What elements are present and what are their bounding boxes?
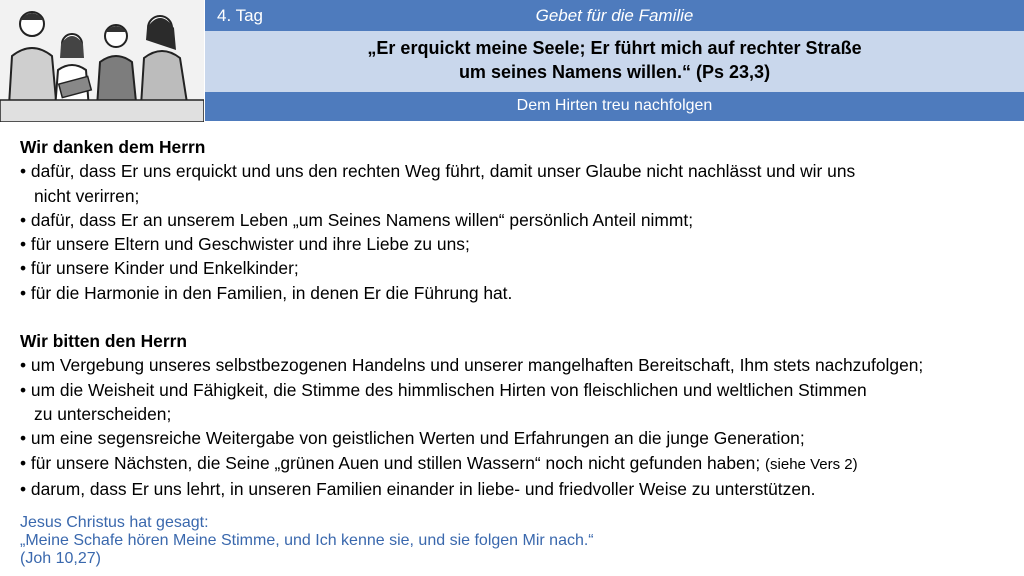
thanks-item: • dafür, dass Er uns erquickt und uns den rechten Weg führt, damit unser Glaube nicht nachlässt und wir uns	[20, 161, 856, 182]
topic-title: Gebet für die Familie	[535, 6, 694, 25]
header-bar	[205, 0, 1024, 31]
family-praying-icon	[0, 0, 204, 122]
thanks-item: • für unsere Kinder und Enkelkinder;	[20, 258, 299, 279]
request-item-continuation: zu unterscheiden;	[34, 403, 172, 424]
request-item: • um die Weisheit und Fähigkeit, die Stimme des himmlischen Hirten von fleischlichen und weltlichen Stimmen	[20, 379, 867, 400]
quote-text: „Meine Schafe hören Meine Stimme, und Ich kenne sie, und sie folgen Mir nach.“	[20, 532, 594, 549]
family-illustration	[0, 0, 204, 122]
thanks-heading: Wir danken dem Herrn	[20, 137, 206, 157]
quote-reference: (Joh 10,27)	[20, 550, 101, 567]
thanks-item: • dafür, dass Er an unserem Leben „um Seines Namens willen“ persönlich Anteil nimmt;	[20, 209, 694, 230]
thanks-item-continuation: nicht verirren;	[34, 185, 140, 206]
verse-box	[205, 31, 1024, 92]
requests-heading: Wir bitten den Herrn	[20, 331, 187, 352]
prayer-content	[20, 135, 1010, 501]
day-label: 4. Tag	[217, 6, 264, 25]
verse-reference: (siehe Vers 2)	[765, 455, 858, 473]
request-item: • um Vergebung unseres selbstbezogenen Handelns und unserer mangelhaften Bereitschaft, Ihm stets nachzufolgen;	[20, 355, 924, 376]
subtitle-bar	[205, 92, 1024, 121]
quote-intro: Jesus Christus hat gesagt:	[20, 514, 209, 531]
thanks-item: • für unsere Eltern und Geschwister und ihre Liebe zu uns;	[20, 234, 470, 255]
thanks-item: • für die Harmonie in den Familien, in denen Er die Führung hat.	[20, 282, 513, 303]
verse-line-1: „Er erquickt meine Seele; Er führt mich auf rechter Straße	[367, 38, 862, 58]
request-item: • darum, dass Er uns lehrt, in unseren Familien einander in liebe- und friedvoller Weise zu unterstützen.	[20, 478, 816, 499]
section-gap	[20, 305, 1010, 329]
verse-line-2: um seines Namens willen.“ (Ps 23,3)	[458, 62, 771, 82]
request-item-text: • für unsere Nächsten, die Seine „grünen Auen und stillen Wassern“ noch nicht gefunden haben;	[20, 452, 761, 473]
request-item: • um eine segensreiche Weitergabe von geistlichen Werten und Erfahrungen an die junge Generation;	[20, 428, 805, 449]
subtitle: Dem Hirten treu nachfolgen	[516, 97, 713, 114]
request-item	[20, 451, 1010, 477]
closing-quote	[20, 514, 1010, 568]
